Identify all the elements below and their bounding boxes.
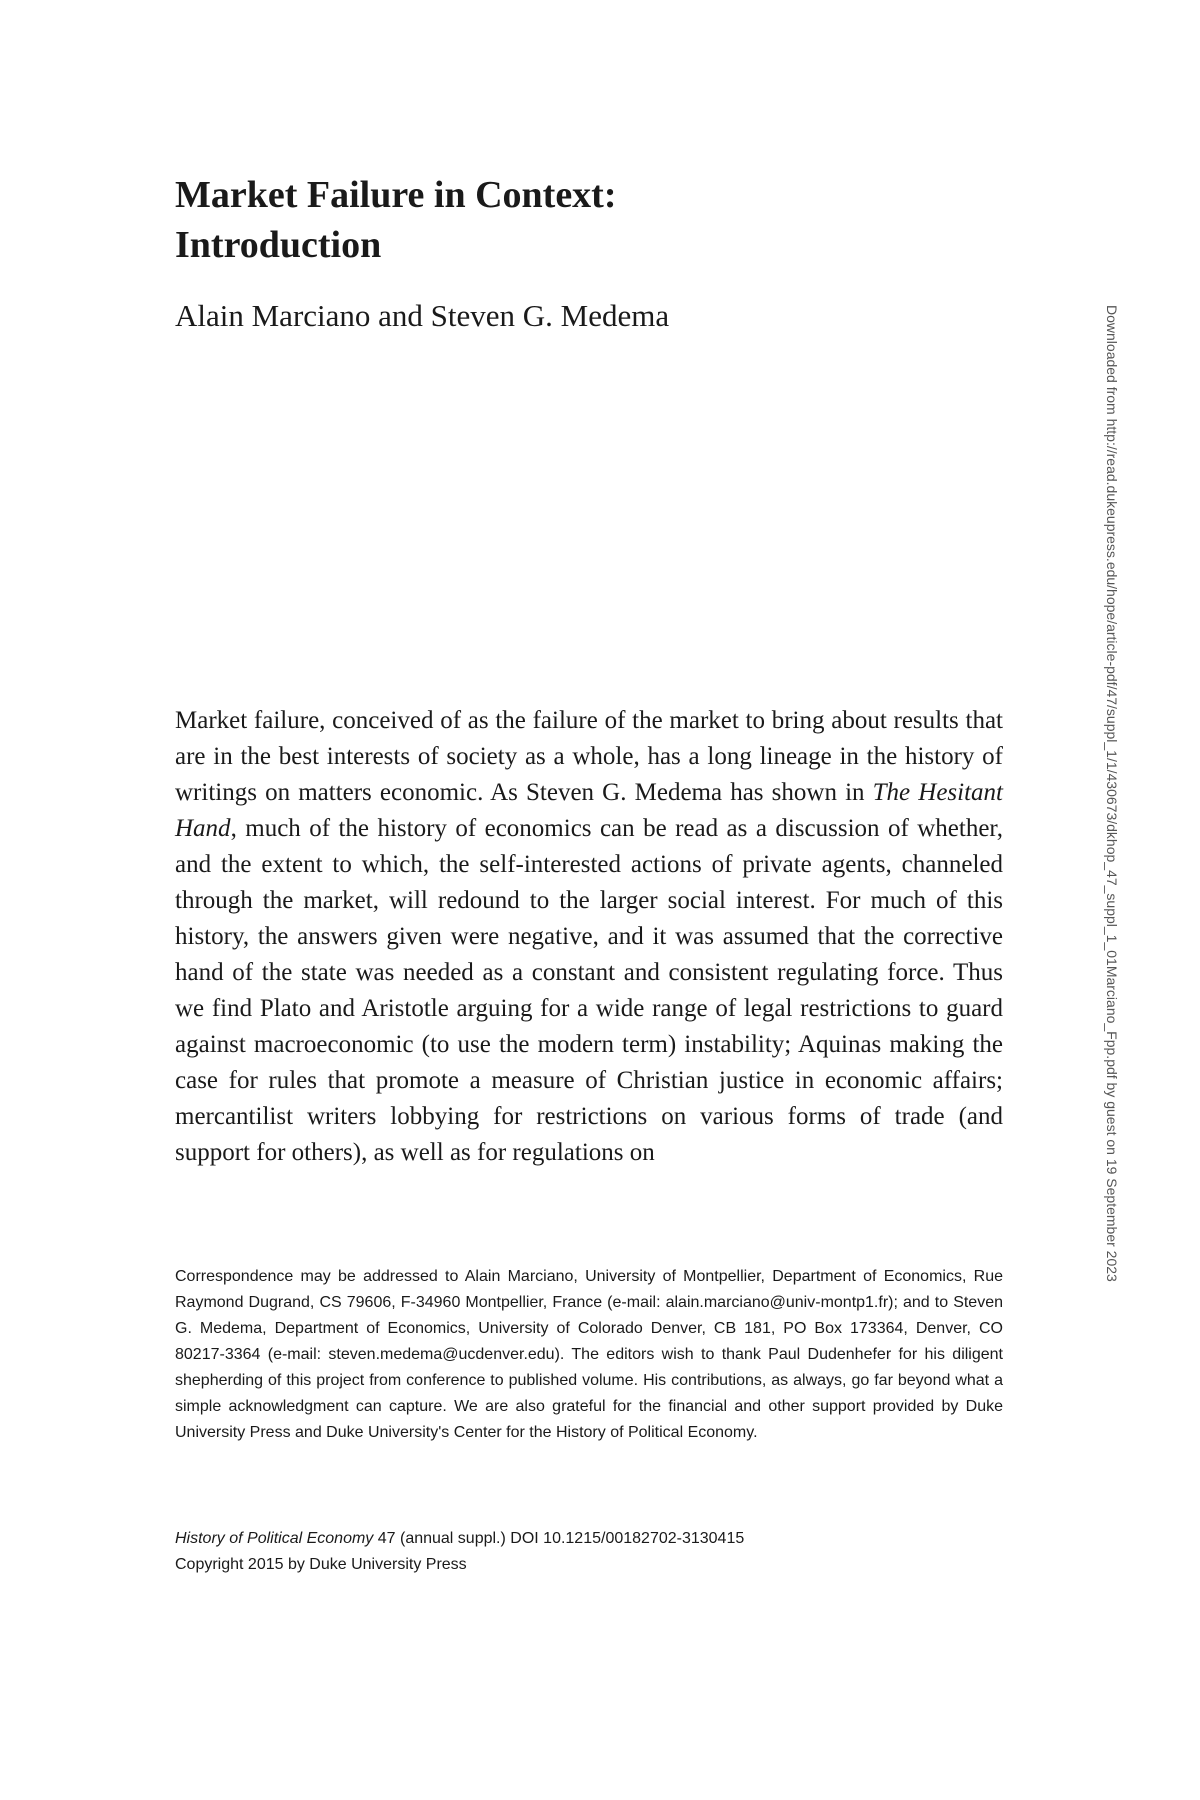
download-watermark: Downloaded from http://read.dukeupress.edu/hope/article-pdf/47/suppl_1/1/430673/dkhop_47_suppl_1_01Marciano_Fpp.pdf by guest on 19 September 2023 <box>1104 305 1120 1282</box>
article-title-line-1: Market Failure in Context: <box>175 174 617 216</box>
citation-line <box>175 1526 1003 1552</box>
body-text-part-2: , much of the history of economics can be read as a discussion of whether, and the extent to which, the self-interested actions of private agents, channeled through the market, will redound to the larger social interest. For much of this history, the answers given were negative, and it was assumed that the corrective hand of the state was needed as a constant and consistent regulating force. Thus we find Plato and Aristotle arguing for a wide range of legal restrictions to guard against macroeconomic (to use the modern term) instability; Aquinas making the case for rules that promote a measure of Christian justice in economic affairs; mercantilist writers lobbying for restrictions on various forms of trade (and support for others), as well as for regulations on <box>175 815 1003 1166</box>
book-title: The Hesitant Hand <box>175 779 1004 842</box>
citation-details: 47 (annual suppl.) DOI 10.1215/00182702-3130415 <box>373 1530 745 1547</box>
correspondence-footnote: Correspondence may be addressed to Alain Marciano, University of Montpellier, Department of Economics, Rue Raymond Dugrand, CS 79606, F-34960 Montpellier, France (e-mail: alain.marciano@univ-montp1.fr); and to Steven G. Medema, Department of Economics, University of Colorado Denver, CB 181, PO Box 173364, Denver, CO 80217-3364 (e-mail: steven.medema@ucdenver.edu). The editors wish to thank Paul Dudenhefer for his diligent shepherding of this project from conference to published volume. His contributions, as always, go far beyond what a simple acknowledgment can capture. We are also grateful for the financial and other support provided by Duke University Press and Duke University's Center for the History of Political Economy. <box>175 1268 1003 1441</box>
article-title <box>175 170 875 270</box>
journal-citation <box>175 1526 1003 1578</box>
article-authors: Alain Marciano and Steven G. Medema <box>175 298 670 333</box>
journal-name: History of Political Economy <box>175 1530 374 1547</box>
article-title-line-2: Introduction <box>175 224 382 266</box>
body-paragraph <box>175 703 1003 1171</box>
body-text-part-1: Market failure, conceived of as the failure of the market to bring about results that are in the best interests of society as a whole, has a long lineage in the history of writings on matters economic. As Steven G. Medema has shown in <box>175 707 1003 806</box>
copyright-line: Copyright 2015 by Duke University Press <box>175 1556 467 1573</box>
